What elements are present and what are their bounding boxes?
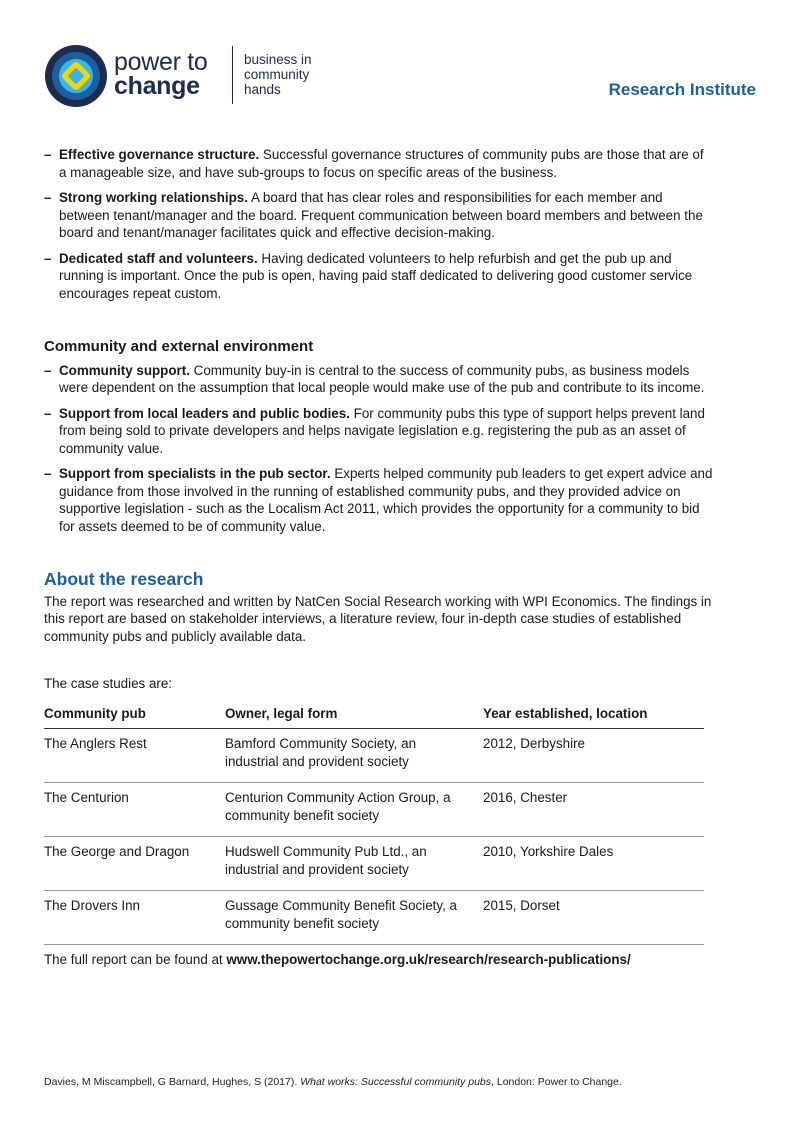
table-cell: 2012, Derbyshire (483, 729, 704, 783)
logo-line-1: power to (114, 48, 208, 76)
bullet-title: Support from specialists in the pub sector. (59, 466, 331, 481)
bullet-item: – Community support. Community buy-in is central to the success of community pubs, as business models were dependent on the assumption that local people would make use of the pub and contribute to its income. (44, 362, 705, 395)
bullet-list-community (44, 362, 714, 536)
tagline-line: community (244, 67, 310, 82)
logo-line-2: change (114, 72, 200, 100)
case-studies-table (44, 705, 704, 946)
bullet-text: Community buy-in is central to the success of community pubs, as business models were dependent on the assumption that local people would make use of the pub and contribute to its income. (59, 362, 705, 395)
bullet-text: A board that has clear roles and responsibilities for each member and between tenant/manager and the board. Frequent communication between board members and between the board and tenant/manager facilitates quick and effective decision-making. (59, 190, 703, 240)
table-cell: Bamford Community Society, an industrial and provident society (225, 729, 483, 783)
column-header: Owner, legal form (225, 705, 483, 729)
table-cell: The George and Dragon (44, 837, 225, 891)
table-cell: The Drovers Inn (44, 891, 225, 945)
table-cell: 2016, Chester (483, 783, 704, 837)
tagline-line: hands (244, 82, 281, 97)
bullet-text: For community pubs this type of support helps prevent land from being sold to private developers and helps navigate legislation e.g. registering the pub as an asset of community value. (59, 405, 705, 456)
table-cell: The Anglers Rest (44, 729, 225, 783)
tagline-line: business in (244, 52, 312, 67)
citation-title: What works: Successful community pubs (300, 1076, 492, 1088)
full-report-note (44, 951, 714, 969)
bullet-item: – Strong working relationships. A board that has clear roles and responsibilities for each member and between tenant/manager and the board. Frequent communication between board members and between the board and tenant/manager facilitates quick and effective decision-making. (44, 190, 703, 240)
bullet-text: Successful governance structures of community pubs are those that are of a manageable size, and have sub-groups to focus on specific areas of the business. (59, 147, 704, 180)
case-studies-intro: The case studies are: (44, 676, 173, 691)
citation-authors: Davies, M Miscampbell, G Barnard, Hughes, S (2017). (44, 1076, 301, 1088)
column-header: Year established, location (483, 705, 704, 729)
citation-footnote (44, 1076, 622, 1088)
bullet-item: – Support from specialists in the pub sector. Experts helped community pub leaders to get expert advice and guidance from those involved in the running of established community pubs, and they provided advice on supportive legislation - such as the Localism Act 2011, which provides the opportunity for a community to bid for assets deemed to be of community value. (44, 466, 713, 534)
logo-divider (232, 46, 233, 104)
table-row (44, 729, 704, 783)
table-cell: The Centurion (44, 783, 225, 837)
community-heading: Community and external environment (44, 338, 314, 355)
full-report-prefix: The full report can be found at (44, 952, 227, 967)
table-row (44, 837, 704, 891)
table-row (44, 783, 704, 837)
bullet-text: Experts helped community pub leaders to get expert advice and guidance from those involved in the running of established community pubs, and they provided advice on supportive legislation - such as the Localism Act 2011, which provides the opportunity for a community to bid for assets deemed to be of community value. (59, 466, 713, 534)
bullet-item: – Effective governance structure. Successful governance structures of community pubs are those that are of a manageable size, and have sub-groups to focus on specific areas of the business. (44, 147, 704, 180)
page-header (44, 42, 760, 112)
logo-tagline (244, 52, 312, 97)
bullet-item: – Dedicated staff and volunteers. Having dedicated volunteers to help refurbish and get the pub up and running is important. Once the pub is open, having paid staff dedicated to delivering good customer service encourages repeat custom. (44, 250, 693, 301)
bullet-text: Having dedicated volunteers to help refurbish and get the pub up and running is important. Once the pub is open, having paid staff dedicated to delivering good customer service encourages repeat custom. (59, 250, 693, 301)
logo-wordmark (114, 50, 208, 98)
bullet-title: Community support. (59, 362, 190, 378)
table-header-row (44, 705, 704, 729)
table-cell: Centurion Community Action Group, a community benefit society (225, 783, 483, 837)
bullet-list-top (44, 146, 714, 302)
power-to-change-logo-icon (44, 44, 108, 108)
about-heading: About the research (44, 569, 204, 589)
bullet-title: Effective governance structure. (59, 147, 260, 162)
research-institute-title: Research Institute (608, 80, 756, 99)
table-cell: 2015, Dorset (483, 891, 704, 945)
table-cell: 2010, Yorkshire Dales (483, 837, 704, 891)
table-cell: Hudswell Community Pub Ltd., an industrial and provident society (225, 837, 483, 891)
full-report-link[interactable]: www.thepowertochange.org.uk/research/research-publications/ (226, 952, 631, 967)
bullet-title: Support from local leaders and public bodies. (59, 405, 350, 421)
about-paragraph: The report was researched and written by NatCen Social Research working with WPI Economics. The findings in this report are based on stakeholder interviews, a literature review, four in-depth case studies of established community pubs and publicly available data. (44, 593, 712, 644)
bullet-item: – Support from local leaders and public bodies. For community pubs this type of support helps prevent land from being sold to private developers and helps navigate legislation e.g. registering the pub as an asset of community value. (44, 405, 705, 456)
main-content (44, 146, 714, 969)
table-row (44, 891, 704, 945)
bullet-title: Dedicated staff and volunteers. (59, 250, 258, 266)
column-header: Community pub (44, 705, 225, 729)
citation-publisher: , London: Power to Change. (491, 1076, 622, 1088)
table-cell: Gussage Community Benefit Society, a community benefit society (225, 891, 483, 945)
bullet-title: Strong working relationships. (59, 190, 248, 205)
